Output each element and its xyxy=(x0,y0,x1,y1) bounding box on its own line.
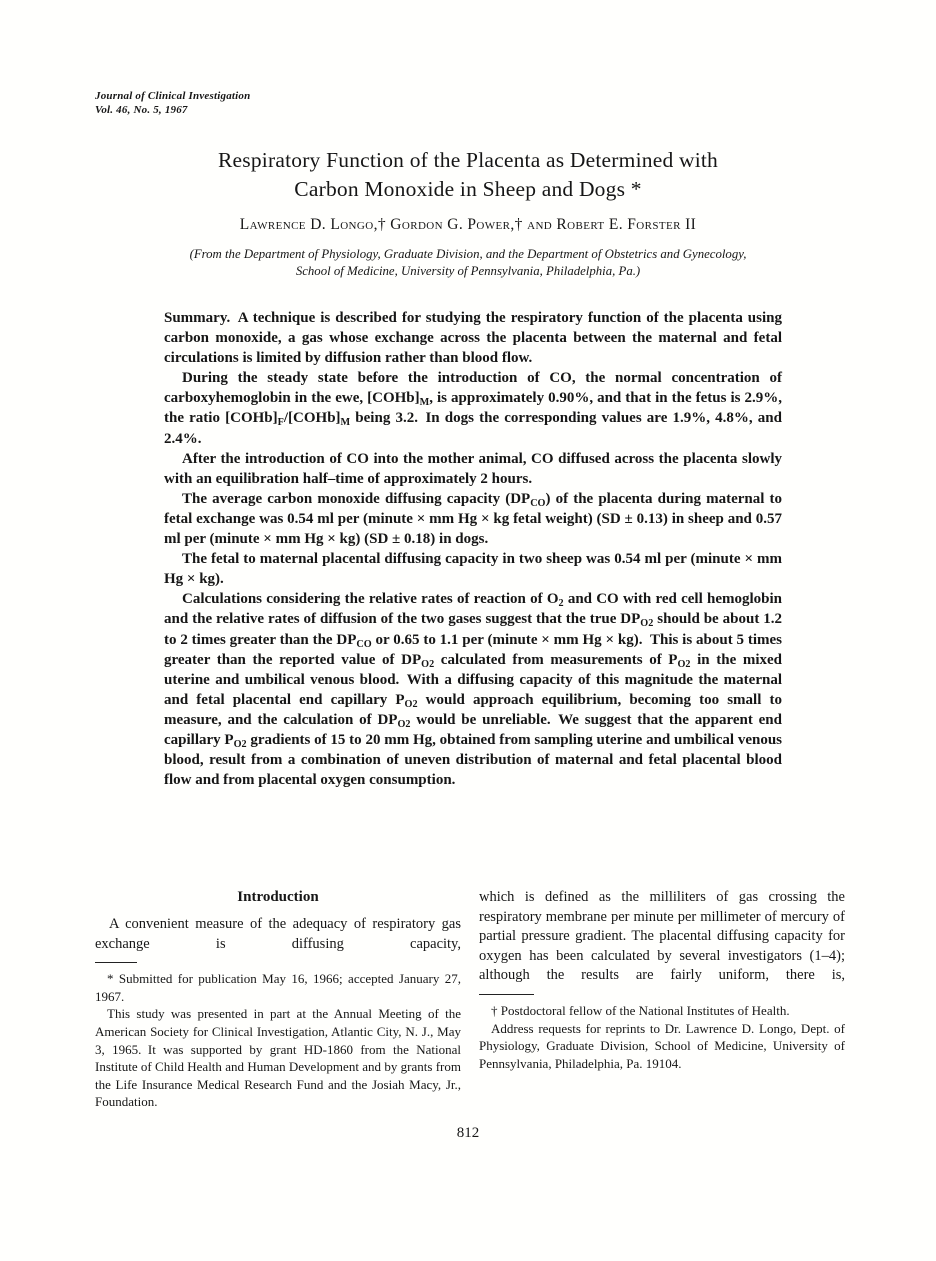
introduction-heading: Introduction xyxy=(237,889,319,905)
right-footnotes xyxy=(479,1002,845,1072)
summary-paragraph-4: The average carbon monoxide diffusing capacity $(DP_{CO})$ of the placenta during maternal to fetal exchange was 0.54 ml per (minute × mm Hg × kg fetal weight) (SD ± 0.13) in sheep and 0.57 ml per (minute × mm Hg × kg) (SD ± 0.18) in dogs. xyxy=(164,490,783,548)
journal-issue: Vol. 46, No. 5, 1967 xyxy=(95,103,188,116)
footnote-divider-right xyxy=(479,994,534,995)
journal-name: Journal of Clinical Investigation xyxy=(95,90,251,102)
footnote-submitted: * Submitted for publication May 16, 1966; accepted January 27, 1967. xyxy=(95,971,461,1004)
page-number: 812 xyxy=(456,1125,480,1141)
journal-header xyxy=(95,90,250,117)
two-column-section xyxy=(95,888,845,1111)
article-title-line1: Respiratory Function of the Placenta as Determined with xyxy=(218,148,718,172)
footnote-study-presented: This study was presented in part at the Annual Meeting of the American Society for Clinical Investigation, Atlantic City, N. J., May 3, 1965. It was supported by grant HD-1860 from the National Institute of Child Health and Human Development and by grants from the Life Insurance Medical Research Fund and the Josiah Macy, Jr., Foundation. xyxy=(95,1006,461,1110)
summary-paragraph-2: During the steady state before the introduction of CO, the normal concentration of carboxyhemoglobin in the ewe, $[COHb]_M$, is approximately 0.90%, and that in the fetus is 2.9%, the ratio $[COHb]_F/[COHb]_M$ being 3.2. In dogs the corresponding values are 1.9%, 4.8%, and 2.4%. xyxy=(164,370,783,447)
footnote-reprints: Address requests for reprints to Dr. Lawrence D. Longo, Dept. of Physiology, Graduate Division, School of Medicine, University of Pennsylvania, Philadelphia, Pa. 19104. xyxy=(479,1020,845,1071)
article-title xyxy=(0,146,936,204)
authors-line: Lawrence D. Longo,† Gordon G. Power,† and Robert E. Forster II xyxy=(239,216,697,233)
summary-section xyxy=(164,308,782,790)
right-column-paragraph: which is defined as the milliliters of gas crossing the respiratory membrane per minute per millimeter of mercury of partial pressure gradient. The placental diffusing capacity for oxygen has been calculated by several investigators (1–4); although the results are fairly uniform, there is, xyxy=(479,889,845,984)
footnote-postdoctoral: † Postdoctoral fellow of the National Institutes of Health. xyxy=(491,1002,790,1018)
affiliation xyxy=(0,246,936,279)
introduction-paragraph: A convenient measure of the adequacy of respiratory gas exchange is diffusing capacity, xyxy=(95,916,461,952)
affiliation-line2: School of Medicine, University of Pennsylvania, Philadelphia, Pa.) xyxy=(295,263,641,278)
summary-paragraph-6: Calculations considering the relative rates of reaction of $O_2$ and CO with red cell hemoglobin and the relative rates of diffusion of the two gases suggest that the true $DP_{O2}$ should be about 1.2 to 2 times greater than the $DP_{CO}$ or 0.65 to 1.1 per (minute × mm Hg × kg). This is about 5 times greater than the reported value of $DP_{O2}$ calculated from measurements of $P_{O2}$ in the mixed uterine and umbilical venous blood. With a diffusing capacity of this magnitude the maternal and fetal placental end capillary $P_{O2}$ would approach equilibrium, becoming too small to measure, and the calculation of $DP_{O2}$ would be unreliable. We suggest that the apparent end capillary $P_{O2}$ gradients of 15 to 20 mm Hg, obtained from sampling uterine and umbilical venous blood, result from a combination of uneven distribution of maternal and fetal placental blood flow and from placental oxygen consumption. xyxy=(164,591,783,789)
summary-paragraph-5: The fetal to maternal placental diffusing capacity in two sheep was 0.54 ml per (minute × mm Hg × kg). xyxy=(164,551,782,588)
summary-paragraph-3: After the introduction of CO into the mother animal, CO diffused across the placenta slowly with an equilibration half–time of approximately 2 hours. xyxy=(164,450,782,487)
footnote-divider-left xyxy=(95,962,137,963)
article-title-line2: Carbon Monoxide in Sheep and Dogs * xyxy=(294,177,642,201)
summary-paragraph-1: Summary. A technique is described for studying the respiratory function of the placenta using carbon monoxide, a gas whose exchange across the placenta between the maternal and fetal circulations is limited by diffusion rather than blood flow. xyxy=(164,310,782,367)
right-column xyxy=(479,888,845,1111)
affiliation-line1: (From the Department of Physiology, Graduate Division, and the Department of Obstetrics and Gynecology, xyxy=(189,247,747,261)
left-column xyxy=(95,888,461,1111)
left-footnotes xyxy=(95,970,461,1111)
